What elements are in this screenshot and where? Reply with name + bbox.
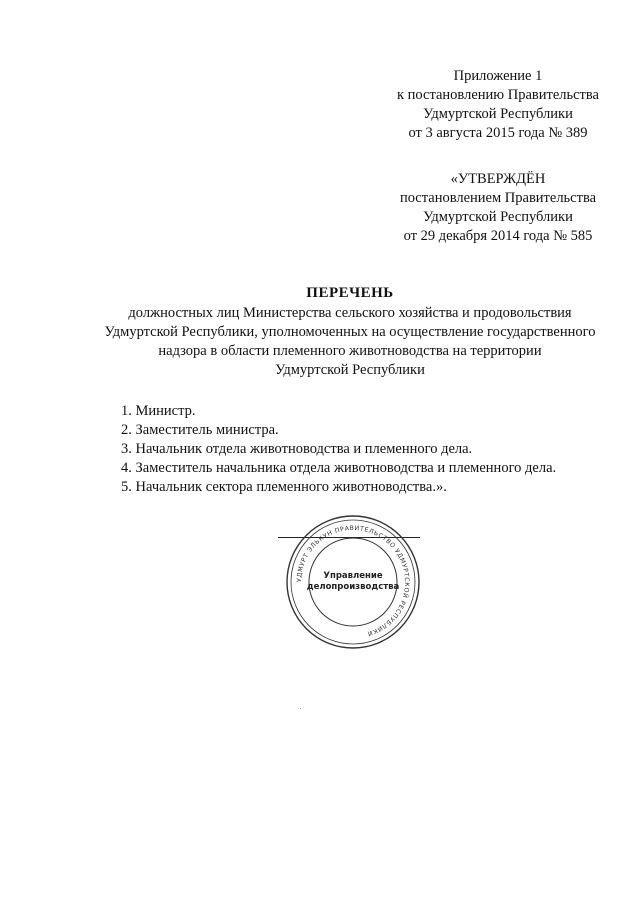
approval-line-3: Удмуртской Республики xyxy=(423,209,573,225)
document-subtitle-line-4: Удмуртской Республики xyxy=(275,362,425,378)
list-item: 3. Начальник отдела животноводства и племенного дела. xyxy=(121,441,473,457)
document-subtitle-line-2: Удмуртской Республики, уполномоченных на осуществление государственного xyxy=(104,324,596,340)
appendix-line-4: от 3 августа 2015 года № 389 xyxy=(408,125,588,141)
document-title-block xyxy=(60,284,640,380)
approval-line-4: от 29 декабря 2014 года № 585 xyxy=(403,228,593,244)
official-seal-stamp xyxy=(283,512,423,652)
appendix-line-3: Удмуртской Республики xyxy=(423,106,573,122)
document-subtitle-line-1: должностных лиц Министерства сельского хозяйства и продовольствия xyxy=(128,305,572,321)
approval-block xyxy=(372,170,624,246)
seal-ring-text-path: УДМУРТ ЭЛЬКУН ПРАВИТЕЛЬСТВО УДМУРТСКОЙ РЕСПУБЛИКИ xyxy=(295,524,411,637)
list-item: 5. Начальник сектора племенного животноводства.». xyxy=(121,479,447,495)
appendix-line-2: к постановлению Правительства xyxy=(397,87,599,103)
scan-speck xyxy=(300,708,301,709)
list-item: 4. Заместитель начальника отдела животноводства и племенного дела. xyxy=(121,460,557,476)
list-item: 2. Заместитель министра. xyxy=(121,422,279,438)
document-heading: ПЕРЕЧЕНЬ xyxy=(306,285,394,301)
seal-center-line-2: делопроизводства xyxy=(306,582,400,592)
positions-list xyxy=(121,402,556,497)
approval-line-2: постановлением Правительства xyxy=(399,190,597,206)
appendix-block xyxy=(372,67,624,143)
document-subtitle-line-3: надзора в области племенного животноводства на территории xyxy=(158,343,542,359)
seal-center-line-1: Управление xyxy=(323,571,383,581)
approval-line-1: «УТВЕРЖДЁН xyxy=(450,171,546,187)
list-item: 1. Министр. xyxy=(121,403,196,419)
appendix-line-1: Приложение 1 xyxy=(453,68,543,84)
